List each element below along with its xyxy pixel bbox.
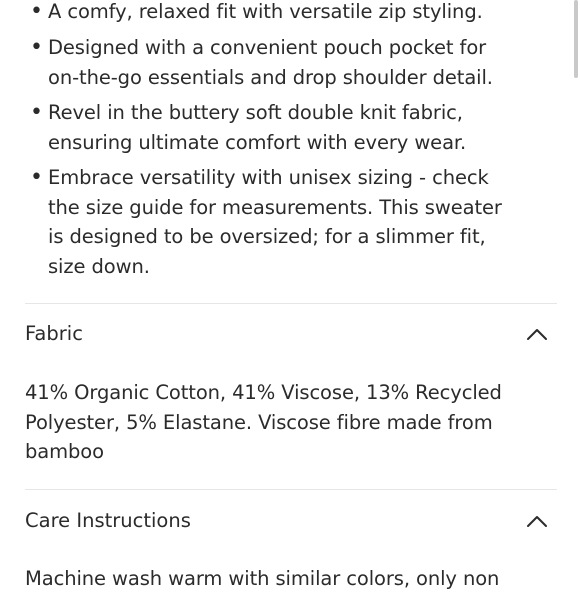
bullet-text: Embrace versatility with unisex sizing - check the size guide for measurements. This sweater is designed to be oversized; for a slimmer fit, size down. [48,166,502,278]
bullet-text: Designed with a convenient pouch pocket for on-the-go essentials and drop shoulder detail. [48,36,493,89]
bullet-text: A comfy, relaxed fit with versatile zip styling. [48,0,483,23]
fabric-section-body: 41% Organic Cotton, 41% Viscose, 13% Recycled Polyester, 5% Elastane. Viscose fibre made from bamboo [25,381,502,463]
chevron-up-icon[interactable] [525,322,549,346]
bullet-dot: • [30,100,43,125]
scrollbar[interactable] [574,0,578,78]
bullet-dot: • [30,35,43,60]
bullet-dot: • [30,165,43,190]
chevron-up-icon[interactable] [525,509,549,533]
divider [25,303,557,304]
fabric-section-header[interactable]: Fabric [25,322,83,345]
divider [25,489,557,490]
bullet-dot: • [30,0,43,24]
care-instructions-header[interactable]: Care Instructions [25,509,191,532]
bullet-text: Revel in the buttery soft double knit fabric, ensuring ultimate comfort with every wear. [48,101,467,154]
care-instructions-body: Machine wash warm with similar colors, only non [25,567,500,590]
